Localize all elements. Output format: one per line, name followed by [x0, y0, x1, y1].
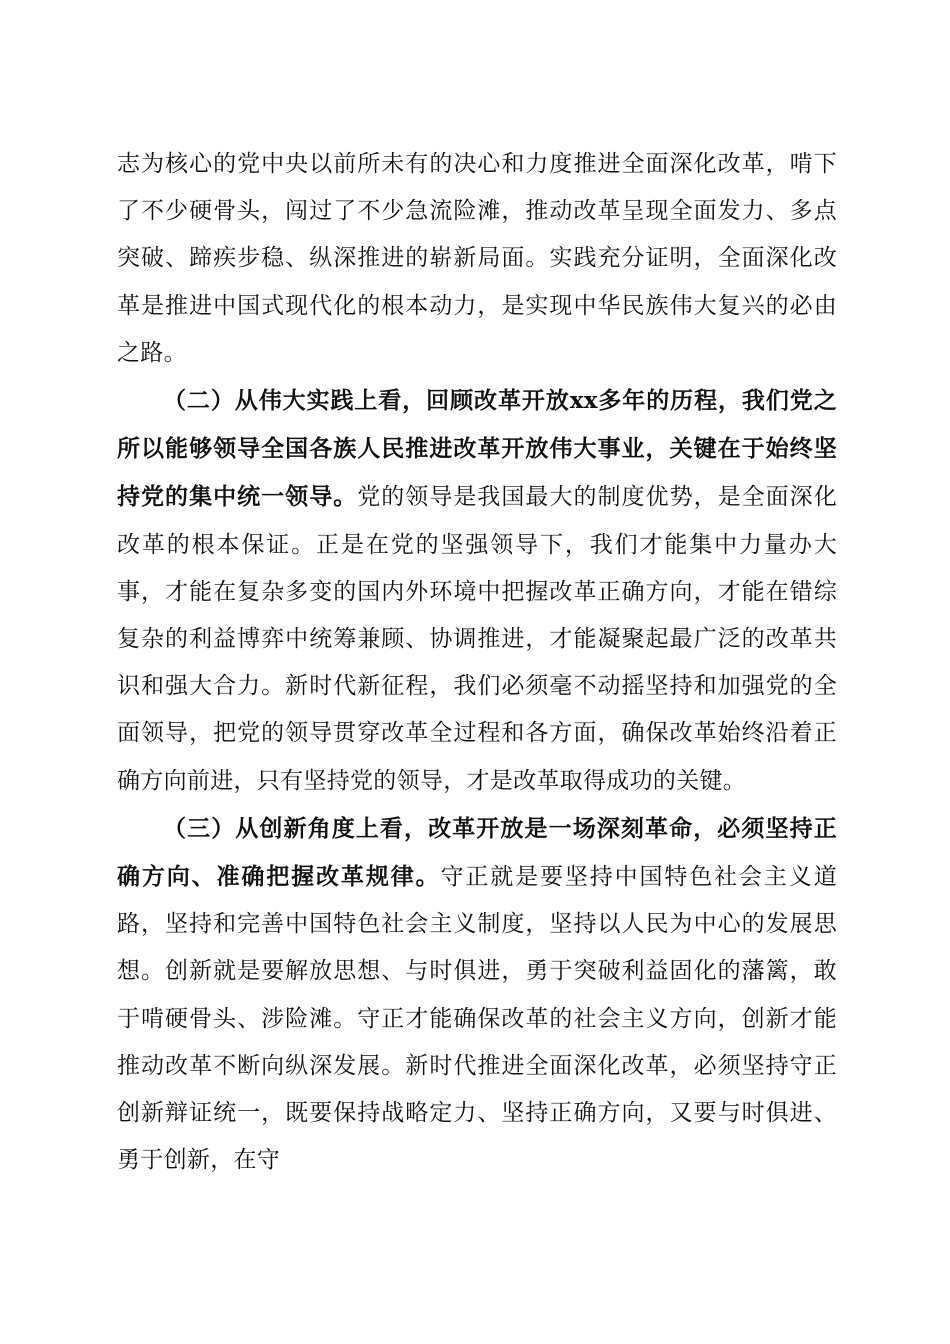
paragraph-1-body: 志为核心的党中央以前所未有的决心和力度推进全面深化改革，啃下了不少硬骨头，闯过了不少急流险滩，推动改革呈现全面发力、多点突破、蹄疾步稳、纵深推进的崭新局面。实践充分证明，全面深化改革是推进中国式现代化的根本动力，是实现中华民族伟大复兴的必由之路。	[117, 151, 837, 366]
document-page	[117, 141, 837, 1184]
paragraph-1	[117, 141, 837, 377]
paragraph-2-heading: （二）从伟大实践上看，回顾改革开放xx多年的历程，我们党之所以能够领导全国各族人民推进改革开放伟大事业，关键在于始终坚持党的集中统一领导。	[117, 387, 837, 511]
paragraph-3	[117, 805, 837, 1185]
paragraph-3-heading: （三）从创新角度上看，改革开放是一场深刻革命，必须坚持正确方向、准确把握改革规律。	[117, 814, 837, 891]
paragraph-2-body: 党的领导是我国最大的制度优势，是全面深化改革的根本保证。正是在党的坚强领导下，我们才能集中力量办大事，才能在复杂多变的国内外环境中把握改革正确方向，才能在错综复杂的利益博弈中统筹兼顾、协调推进，才能凝聚起最广泛的改革共识和强大合力。新时代新征程，我们必须毫不动摇坚持和加强党的全面领导，把党的领导贯穿改革全过程和各方面，确保改革始终沿着正确方向前进，只有坚持党的领导，才是改革取得成功的关键。	[117, 484, 838, 794]
paragraph-2	[117, 377, 837, 805]
paragraph-3-body: 守正就是要坚持中国特色社会主义道路，坚持和完善中国特色社会主义制度，坚持以人民为中心的发展思想。创新就是要解放思想、与时俱进，勇于突破利益固化的藩篱，敢于啃硬骨头、涉险滩。守正才能确保改革的社会主义方向，创新才能推动改革不断向纵深发展。新时代推进全面深化改革，必须坚持守正创新辩证统一，既要保持战略定力、坚持正确方向，又要与时俱进、勇于创新，在守	[117, 864, 837, 1174]
